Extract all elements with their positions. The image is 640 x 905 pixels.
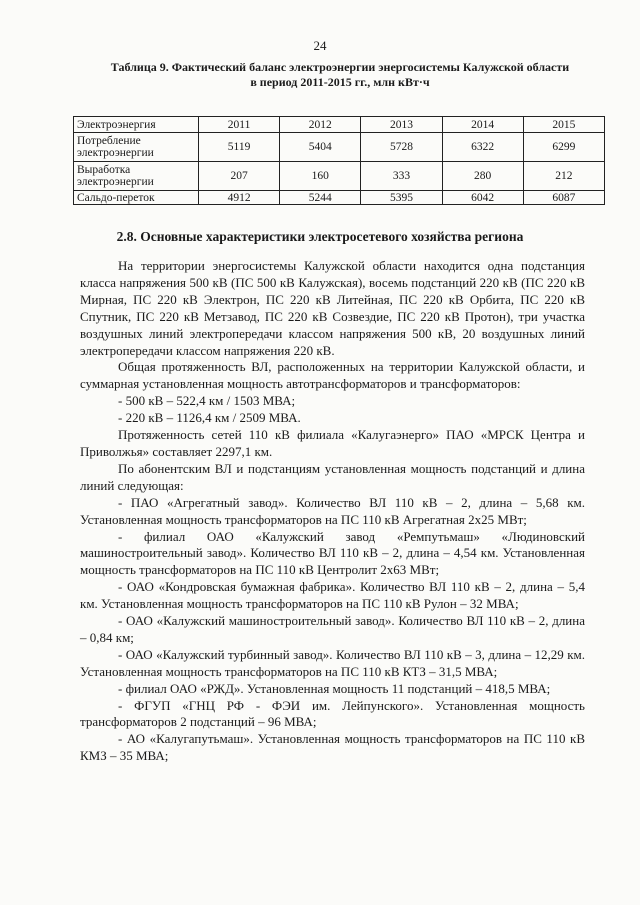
list-item: - ОАО «Калужский турбинный завод». Количество ВЛ 110 кВ – 3, длина – 12,29 км. Установленная мощность трансформаторов на ПС 110 кВ КТЗ – 31,5 МВА; [80,646,585,679]
list-item: - 500 кВ – 522,4 км / 1503 МВА; [118,393,296,409]
table-cell: 4912 [199,191,280,205]
page-number: 24 [313,38,327,53]
table-row [74,162,605,191]
table-cell: 5404 [280,133,361,162]
list-item: - филиал ОАО «РЖД». Установленная мощность 11 подстанций – 418,5 МВА; [118,680,551,696]
table-row-label: Сальдо-переток [74,191,199,205]
table-header-cell: 2012 [280,117,361,133]
table-header-cell: Электроэнергия [74,117,199,133]
table-cell: 5244 [280,191,361,205]
table-row-label: Выработка электроэнергии [74,162,199,191]
table-cell: 6299 [523,133,604,162]
table-cell: 333 [361,162,442,191]
table-cell: 5728 [361,133,442,162]
list-item: - филиал ОАО «Калужский завод «Ремпутьмаш» «Людиновский машиностроительный завод». Количество ВЛ 110 кВ – 2, длина – 4,54 км. Установленная мощность трансформаторов на ПС 110 кВ Центролит 2х63 МВт; [80,528,585,578]
table-cell: 5395 [361,191,442,205]
list-item: - АО «Калугапутьмаш». Установленная мощность трансформаторов на ПС 110 кВ КМЗ – 35 МВА; [80,731,585,764]
table-header-row [74,117,605,133]
table-cell: 6087 [523,191,604,205]
electricity-balance-table [73,116,605,205]
table-header-cell: 2015 [523,117,604,133]
table-cell: 160 [280,162,361,191]
paragraph: Протяженность сетей 110 кВ филиала «Калугаэнерго» ПАО «МРСК Центра и Приволжья» составляет 2297,1 км. [80,427,585,459]
table-header-cell: 2011 [199,117,280,133]
table-cell: 280 [442,162,523,191]
list-item: - ОАО «Кондровская бумажная фабрика». Количество ВЛ 110 кВ – 2, длина – 5,4 км. Установленная мощность трансформаторов на ПС 110 кВ Рулон – 32 МВА; [80,579,585,612]
table-cell: 6322 [442,133,523,162]
section-heading: 2.8. Основные характеристики электросетевого хозяйства региона [116,229,524,244]
table-cell: 212 [523,162,604,191]
table-row [74,133,605,162]
body-text [80,258,585,765]
paragraph: Общая протяженность ВЛ, расположенных на территории Калужской области, и суммарная установленная мощность автотрансформаторов и трансформаторов: [80,359,585,392]
table-row-label: Потребление электроэнергии [74,133,199,162]
table-cell: 207 [199,162,280,191]
table-caption [60,60,620,90]
table-row [74,191,605,205]
table-caption-line-1: Таблица 9. Фактический баланс электроэнергии энергосистемы Калужской области [110,60,570,74]
list-item: - 220 кВ – 1126,4 км / 2509 МВА. [118,410,301,426]
list-item: - ФГУП «ГНЦ РФ - ФЭИ им. Лейпунского». Установленная мощность трансформаторов 2 подстанций – 96 МВА; [80,697,585,730]
table-cell: 5119 [199,133,280,162]
table-header-cell: 2013 [361,117,442,133]
table-cell: 6042 [442,191,523,205]
table-header-cell: 2014 [442,117,523,133]
list-item: - ПАО «Агрегатный завод». Количество ВЛ 110 кВ – 2, длина – 5,68 км. Установленная мощность трансформаторов на ПС 110 кВ Агрегатная 2х25 МВт; [80,494,585,527]
paragraph: По абонентским ВЛ и подстанциям установленная мощность подстанций и длина линий следующая: [80,460,585,493]
table-caption-line-2: в период 2011-2015 гг., млн кВт·ч [250,75,430,89]
paragraph: На территории энергосистемы Калужской области находится одна подстанция класса напряжения 500 кВ (ПС 500 кВ Калужская), восемь подстанций 220 кВ (ПС 220 кВ Мирная, ПС 220 кВ Электрон, ПС 220 кВ Литейная, ПС 220 кВ Орбита, ПС 220 кВ Спутник, ПС 220 кВ Метзавод, ПС 220 кВ Созвездие, ПС 220 кВ Протон), три участка воздушных линий электропередачи классом напряжения 500 кВ, 20 воздушных линий электропередачи классом напряжения 220 кВ. [80,258,585,358]
list-item: - ОАО «Калужский машиностроительный завод». Количество ВЛ 110 кВ – 2, длина – 0,84 км; [80,613,585,645]
